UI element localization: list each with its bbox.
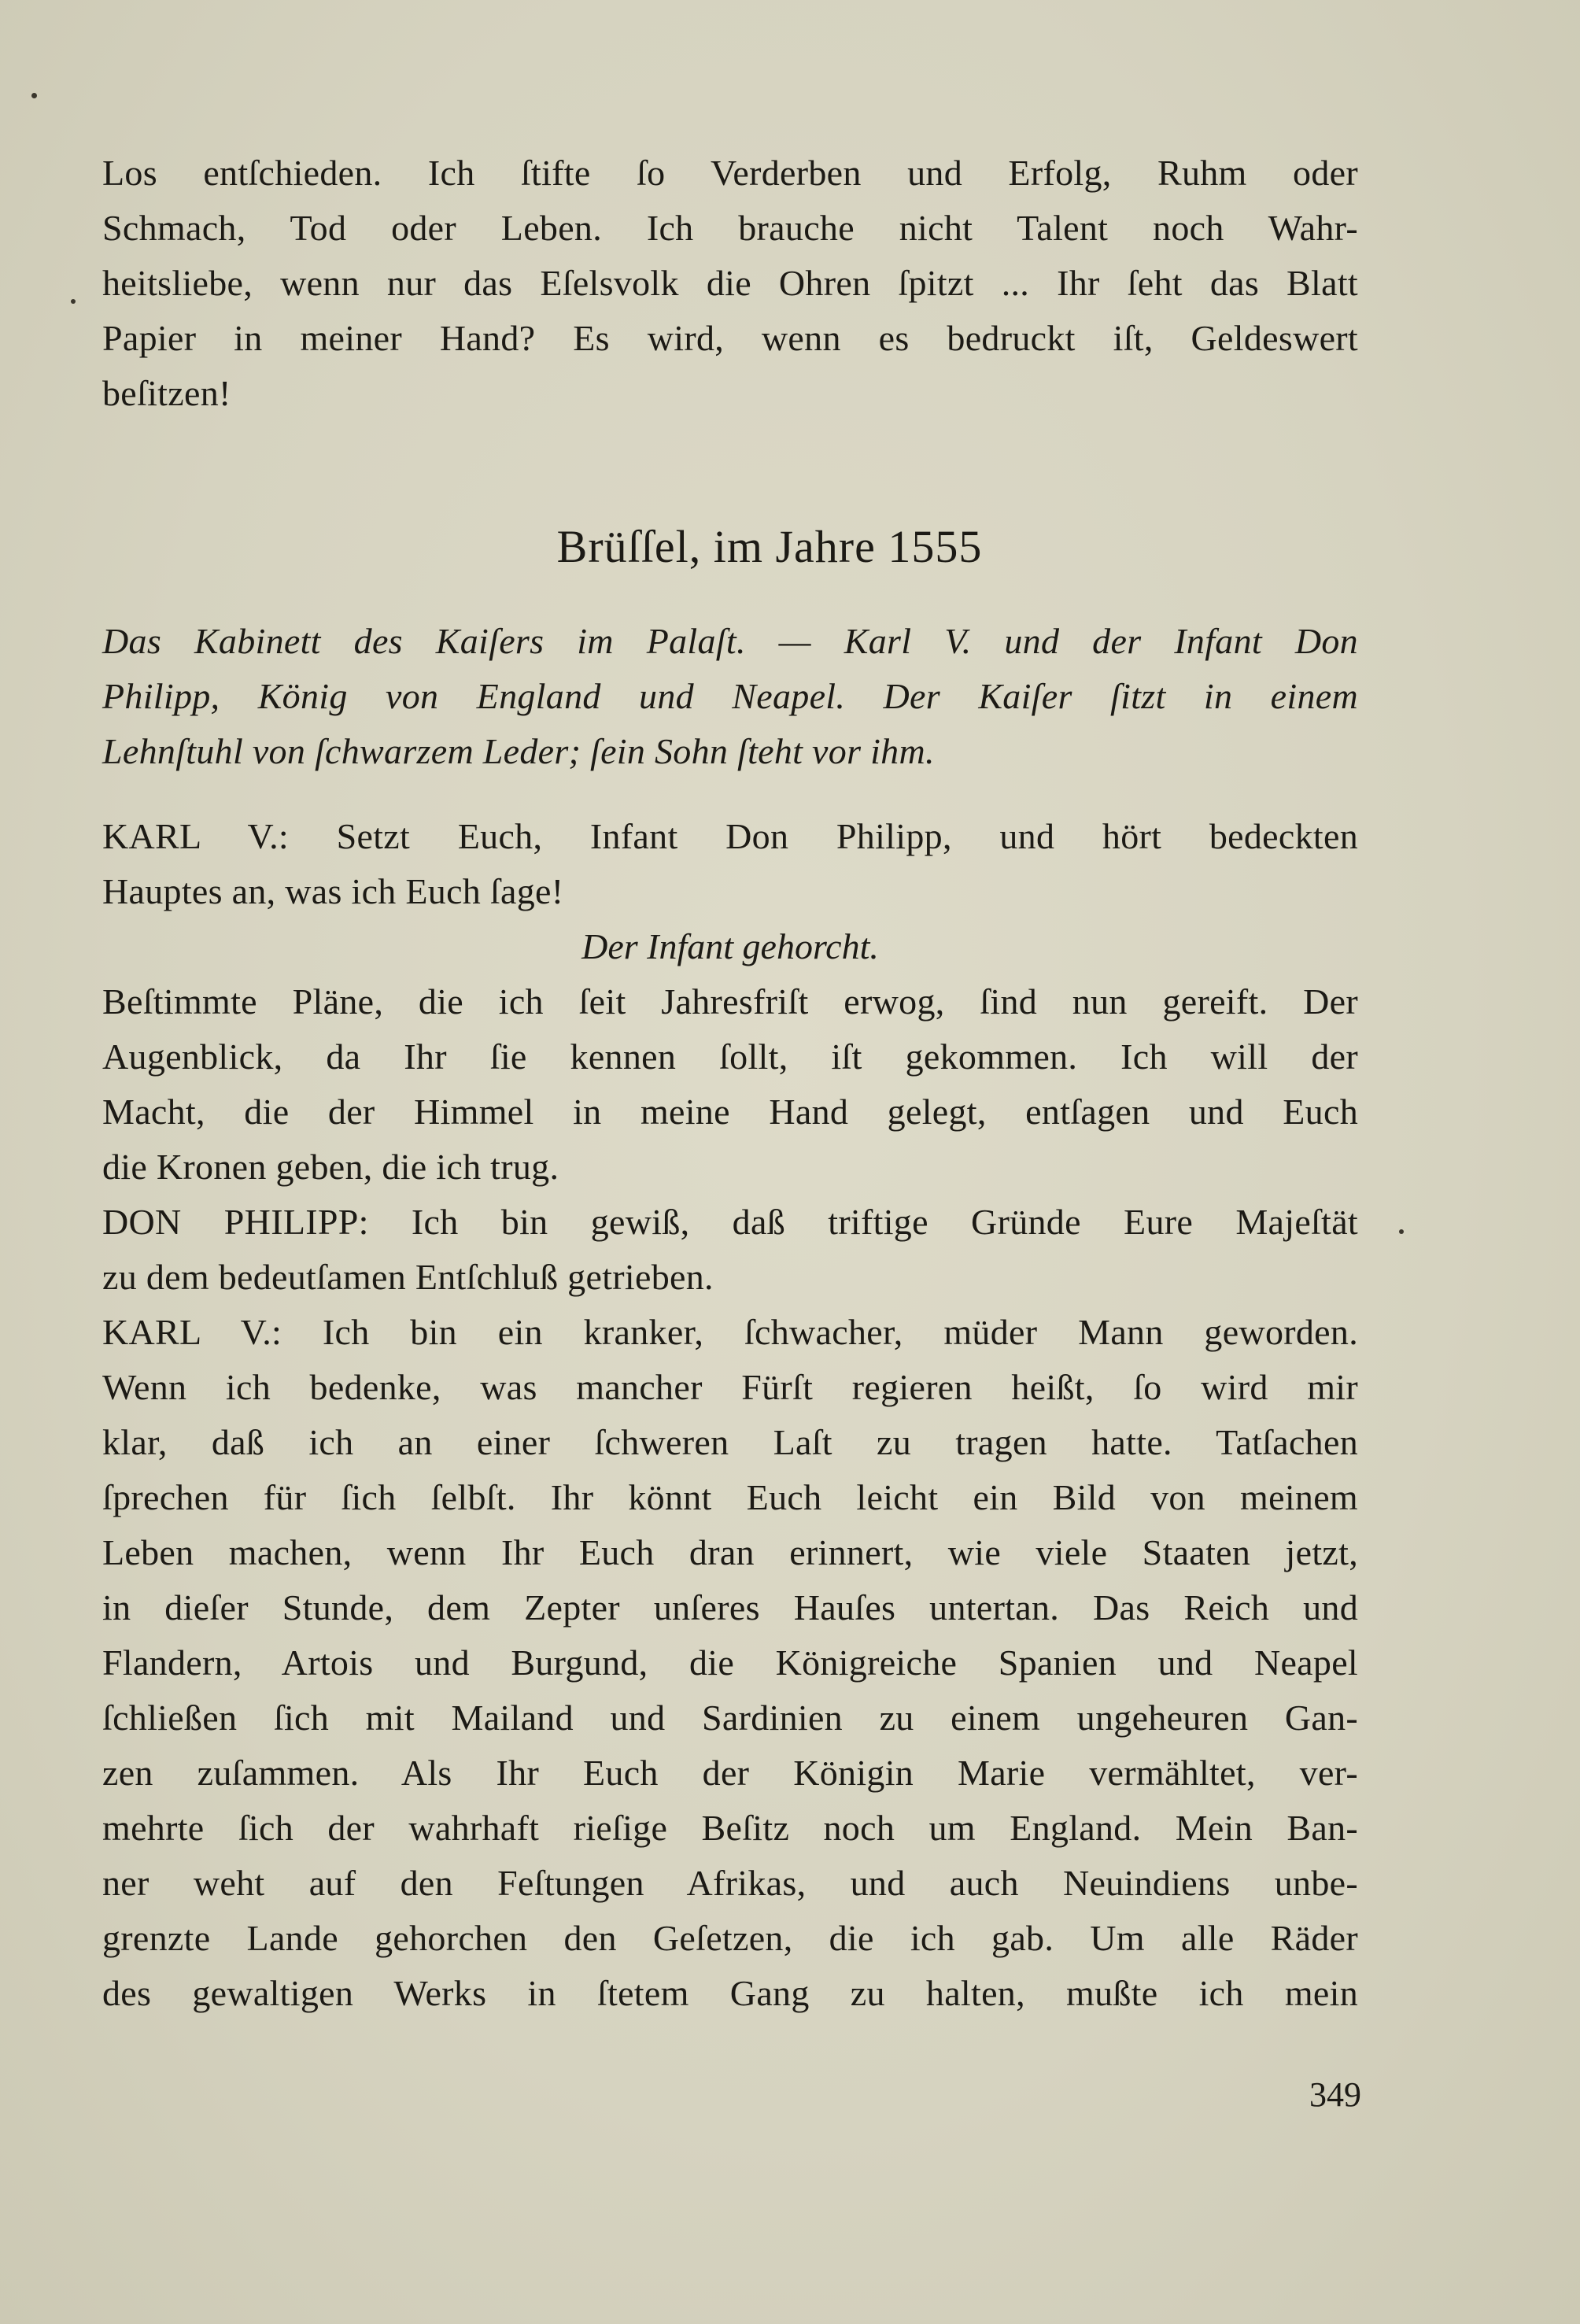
text-line: Leben machen, wenn Ihr Euch dran erinnert, wie viele Staaten jetzt,	[102, 1532, 1358, 1572]
text-line: Los entſchieden. Ich ſtifte ſo Verderben und Erfolg, Ruhm oder	[102, 153, 1358, 193]
ink-speck	[71, 299, 76, 304]
dialogue-philipp	[102, 1195, 1358, 1305]
scene-heading: Brüſſel, im Jahre 1555	[556, 521, 983, 572]
text-line: ſprechen für ſich ſelbſt. Ihr könnt Euch leicht ein Bild von meinem	[102, 1477, 1358, 1517]
text-line: Schmach, Tod oder Leben. Ich brauche nicht Talent noch Wahr-	[102, 208, 1358, 248]
text-line: heitsliebe, wenn nur das Eſelsvolk die Ohren ſpitzt ... Ihr ſeht das Blatt	[102, 263, 1358, 303]
text-line: klar, daß ich an einer ſchweren Laſt zu tragen hatte. Tatſachen	[102, 1422, 1358, 1462]
text-line: DON PHILIPP: Ich bin gewiß, daß triftige Gründe Eure Majeſtät	[102, 1202, 1358, 1242]
text-line: grenzte Lande gehorchen den Geſetzen, die ich gab. Um alle Räder	[102, 1918, 1358, 1958]
text-line: Lehnſtuhl von ſchwarzem Leder; ſein Sohn ſteht vor ihm.	[102, 731, 935, 771]
stage-note	[102, 919, 1358, 974]
text-line: ſchließen ſich mit Mailand und Sardinien zu einem ungeheuren Gan-	[102, 1698, 1358, 1738]
paragraph-top	[102, 146, 1358, 421]
text-line: Philipp, König von England und Neapel. Der Kaiſer ſitzt in einem	[102, 676, 1358, 716]
page-number: 349	[1309, 2075, 1361, 2114]
text-line: Wenn ich bedenke, was mancher Fürſt regieren heißt, ſo wird mir	[102, 1367, 1358, 1407]
dialogue-karl-1	[102, 809, 1358, 919]
text-line: Papier in meiner Hand? Es wird, wenn es bedruckt iſt, Geldeswert	[102, 318, 1358, 358]
text-line: Augenblick, da Ihr ſie kennen ſollt, iſt gekommen. Ich will der	[102, 1036, 1358, 1077]
ink-speck	[31, 93, 37, 98]
text-line: beſitzen!	[102, 373, 231, 413]
dialogue-karl-1-cont	[102, 974, 1358, 1195]
text-line: des gewaltigen Werks in ſtetem Gang zu halten, mußte ich mein	[102, 1973, 1358, 2013]
text-line: Hauptes an, was ich Euch ſage!	[102, 871, 564, 911]
text-line: in dieſer Stunde, dem Zepter unſeres Hauſes untertan. Das Reich und	[102, 1587, 1358, 1628]
text-line: Das Kabinett des Kaiſers im Palaſt. — Karl V. und der Infant Don	[102, 621, 1358, 661]
stage-note-text: Der Infant gehorcht.	[581, 926, 879, 966]
text-line: die Kronen geben, die ich trug.	[102, 1147, 559, 1187]
text-line: Beſtimmte Pläne, die ich ſeit Jahresfriſt erwog, ſind nun gereift. Der	[102, 981, 1358, 1022]
text-line: mehrte ſich der wahrhaft rieſige Beſitz noch um England. Mein Ban-	[102, 1808, 1358, 1848]
text-line: KARL V.: Ich bin ein kranker, ſchwacher, müder Mann geworden.	[102, 1312, 1358, 1352]
text-line: Flandern, Artois und Burgund, die Königreiche Spanien und Neapel	[102, 1642, 1358, 1683]
ink-speck	[1399, 1229, 1404, 1234]
stage-direction	[102, 614, 1358, 779]
text-line: ner weht auf den Feſtungen Afrikas, und auch Neuindiens unbe-	[102, 1863, 1358, 1903]
text-line: KARL V.: Setzt Euch, Infant Don Philipp, und hört bedeckten	[102, 816, 1358, 856]
text-line: Macht, die der Himmel in meine Hand gelegt, entſagen und Euch	[102, 1092, 1358, 1132]
dialogue-karl-2	[102, 1305, 1358, 2021]
text-line: zu dem bedeutſamen Entſchluß getrieben.	[102, 1257, 714, 1297]
text-line: zen zuſammen. Als Ihr Euch der Königin Marie vermähltet, ver-	[102, 1753, 1358, 1793]
